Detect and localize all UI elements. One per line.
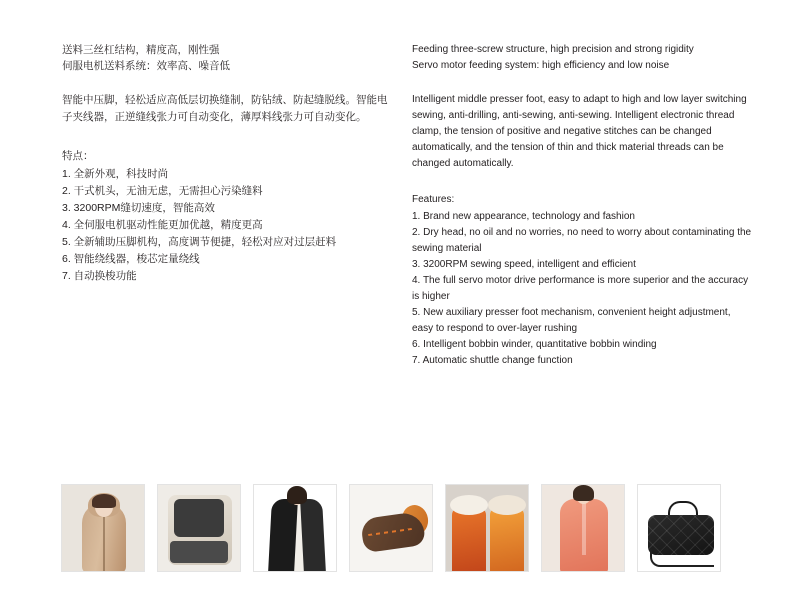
english-intro-line-1: Feeding three-screw structure, high precision and strong rigidity — [412, 44, 694, 55]
list-item: 2. Dry head, no oil and no worries, no need to worry about contaminating the sewing material — [412, 227, 752, 254]
gallery-thumbnail-orange-fur-collar-coats[interactable] — [445, 484, 529, 572]
list-item: 4. 全伺服电机驱动性能更加优越，精度更高 — [62, 219, 263, 231]
gallery-thumbnail-black-white-coat-model[interactable] — [253, 484, 337, 572]
product-image-gallery — [61, 484, 741, 572]
chinese-features-title: 特点： — [62, 150, 94, 162]
list-item: 1. Brand new appearance, technology and fashion — [412, 211, 635, 222]
salmon-long-coat-model-image — [542, 485, 624, 571]
chinese-intro-line-1: 送料三丝杠结构，精度高，刚性强 — [62, 44, 220, 56]
english-features-list — [412, 209, 752, 369]
chinese-features-list — [62, 166, 392, 285]
english-column — [412, 42, 752, 387]
list-item: 5. 全新辅助压脚机构，高度调节便捷，轻松对应对过层赶料 — [62, 236, 337, 248]
list-item: 6. Intelligent bobbin winder, quantitative bobbin winding — [412, 339, 657, 350]
list-item: 3. 3200RPM sewing speed, intelligent and efficient — [412, 259, 636, 270]
orange-fur-collar-coats-image — [446, 485, 528, 571]
chinese-paragraph: 智能中压脚，轻松适应高低层切换缝制，防钻绒、防起缝脱线。智能电子夹线器，正逆缝线张力可自动变化，薄厚料线张力可自动变化。 — [62, 94, 388, 123]
list-item: 7. Automatic shuttle change function — [412, 355, 573, 366]
english-paragraph-block — [412, 92, 752, 172]
english-features-block — [412, 192, 752, 369]
english-features-title: Features: — [412, 194, 455, 205]
gallery-thumbnail-black-quilted-duffel-bag[interactable] — [637, 484, 721, 572]
chinese-intro-line-2: 伺服电机送料系统：效率高、噪音低 — [62, 60, 230, 72]
list-item: 5. New auxiliary presser foot mechanism, convenient height adjustment, easy to respond to over-layer rushing — [412, 307, 731, 334]
list-item: 1. 全新外观，科技时尚 — [62, 168, 169, 180]
english-intro-block — [412, 42, 752, 74]
gallery-thumbnail-brown-leather-fur-glove[interactable] — [349, 484, 433, 572]
list-item: 3. 3200RPM缝切速度，智能高效 — [62, 202, 215, 214]
list-item: 4. The full servo motor drive performance is more superior and the accuracy is higher — [412, 275, 749, 302]
chinese-column — [62, 42, 392, 303]
gallery-thumbnail-beige-hooded-down-coat[interactable] — [61, 484, 145, 572]
chinese-paragraph-block — [62, 92, 392, 126]
chinese-intro-block — [62, 42, 392, 74]
quilted-car-seat-cover-image — [158, 485, 240, 571]
list-item: 7. 自动换梭功能 — [62, 270, 137, 282]
english-paragraph: Intelligent middle presser foot, easy to adapt to high and low layer switching sewing, anti-drilling, anti-sewing, anti-sewing. Intelligent electronic thread clamp, the tension of positive and negative stitches can be changed automatically, and the tension of thin and thick material threads can be changed automatically. — [412, 94, 747, 169]
black-quilted-duffel-bag-image — [638, 485, 720, 571]
list-item: 6. 智能绕线器，梭芯定量绕线 — [62, 253, 200, 265]
list-item: 2. 干式机头，无油无虑，无需担心污染缝料 — [62, 185, 263, 197]
beige-hooded-down-coat-image — [62, 485, 144, 571]
chinese-features-block — [62, 148, 392, 285]
brown-leather-fur-glove-image — [350, 485, 432, 571]
gallery-thumbnail-quilted-car-seat-cover[interactable] — [157, 484, 241, 572]
english-intro-line-2: Servo motor feeding system: high efficiency and low noise — [412, 60, 670, 71]
black-white-coat-model-image — [254, 485, 336, 571]
gallery-thumbnail-salmon-long-coat-model[interactable] — [541, 484, 625, 572]
